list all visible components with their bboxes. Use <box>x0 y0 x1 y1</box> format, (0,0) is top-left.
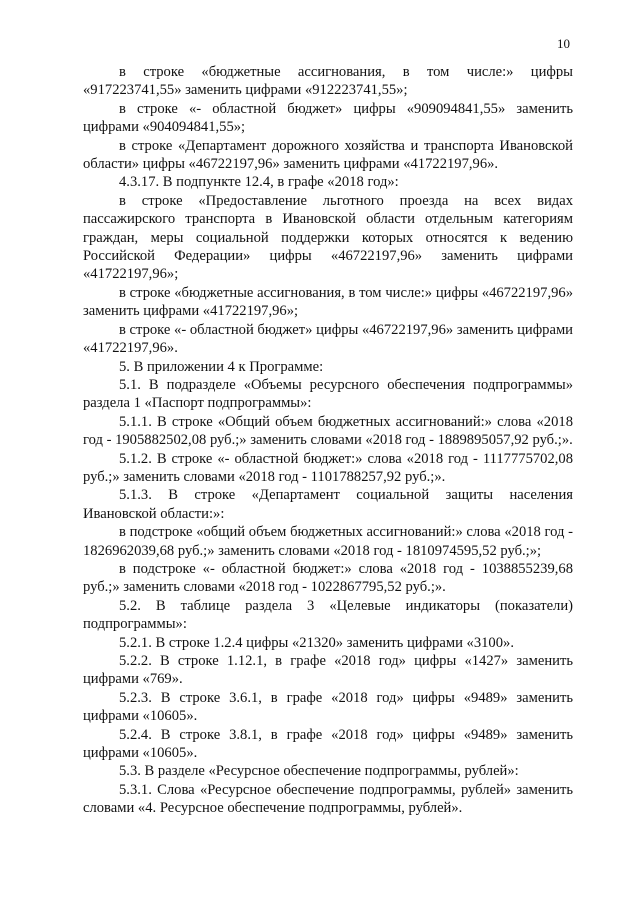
paragraph: в строке «бюджетные ассигнования, в том числе:» цифры «46722197,96» заменить цифрами «41722197,96»; <box>83 284 573 320</box>
paragraph: 5.3. В разделе «Ресурсное обеспечение подпрограммы, рублей»: <box>119 763 519 780</box>
document-body <box>83 63 573 818</box>
paragraph: 5.1.1. В строке «Общий объем бюджетных ассигнований:» слова «2018 год - 1905882502,08 руб.;» заменить словами «2018 год - 1889895057,92 руб.;». <box>83 413 573 449</box>
paragraph: в строке «Предоставление льготного проезда на всех видах пассажирского транспорта в Ивановской области отдельным категориям граждан, меры социальной поддержки которых относятся к ведению Российской Федерации» цифры «46722197,96» заменить цифрами «41722197,96»; <box>83 192 573 283</box>
paragraph: 5.1. В подразделе «Объемы ресурсного обеспечения подпрограммы» раздела 1 «Паспорт подпрограммы»: <box>83 376 573 412</box>
page-number: 10 <box>557 36 570 51</box>
paragraph: 5.2.2. В строке 1.12.1, в графе «2018 год» цифры «1427» заменить цифрами «769». <box>83 653 573 688</box>
paragraph: 5.2.1. В строке 1.2.4 цифры «21320» заменить цифрами «3100». <box>119 634 514 651</box>
paragraph: в строке «бюджетные ассигнования, в том числе:» цифры «917223741,55» заменить цифрами «912223741,55»; <box>83 64 573 99</box>
paragraph: 5.2.3. В строке 3.6.1, в графе «2018 год» цифры «9489» заменить цифрами «10605». <box>83 689 573 725</box>
paragraph: 5.3.1. Слова «Ресурсное обеспечение подпрограммы, рублей» заменить словами «4. Ресурсное обеспечение подпрограммы, рублей». <box>83 781 573 817</box>
paragraph: 5.1.3. В строке «Департамент социальной защиты населения Ивановской области:»: <box>83 487 573 522</box>
paragraph: 5.1.2. В строке «- областной бюджет:» слова «2018 год - 1117775702,08 руб.;» заменить словами «2018 год - 1101788257,92 руб.;». <box>83 450 573 485</box>
paragraph: 5. В приложении 4 к Программе: <box>119 358 324 375</box>
paragraph: в подстроке «общий объем бюджетных ассигнований:» слова «2018 год - 1826962039,68 руб.;» заменить словами «2018 год - 1810974595,52 руб.;»; <box>83 524 573 559</box>
paragraph: 5.2. В таблице раздела 3 «Целевые индикаторы (показатели) подпрограммы»: <box>83 597 573 633</box>
paragraph: в строке «- областной бюджет» цифры «46722197,96» заменить цифрами «41722197,96». <box>83 321 573 357</box>
paragraph: в строке «- областной бюджет» цифры «909094841,55» заменить цифрами «904094841,55»; <box>83 100 573 136</box>
paragraph: в подстроке «- областной бюджет:» слова «2018 год - 1038855239,68 руб.;» заменить словами «2018 год - 1022867795,52 руб.;». <box>83 560 573 596</box>
paragraph: в строке «Департамент дорожного хозяйства и транспорта Ивановской области» цифры «46722197,96» заменить цифрами «41722197,96». <box>83 137 573 173</box>
paragraph: 4.3.17. В подпункте 12.4, в графе «2018 год»: <box>119 174 399 191</box>
paragraph: 5.2.4. В строке 3.8.1, в графе «2018 год» цифры «9489» заменить цифрами «10605». <box>83 726 573 762</box>
